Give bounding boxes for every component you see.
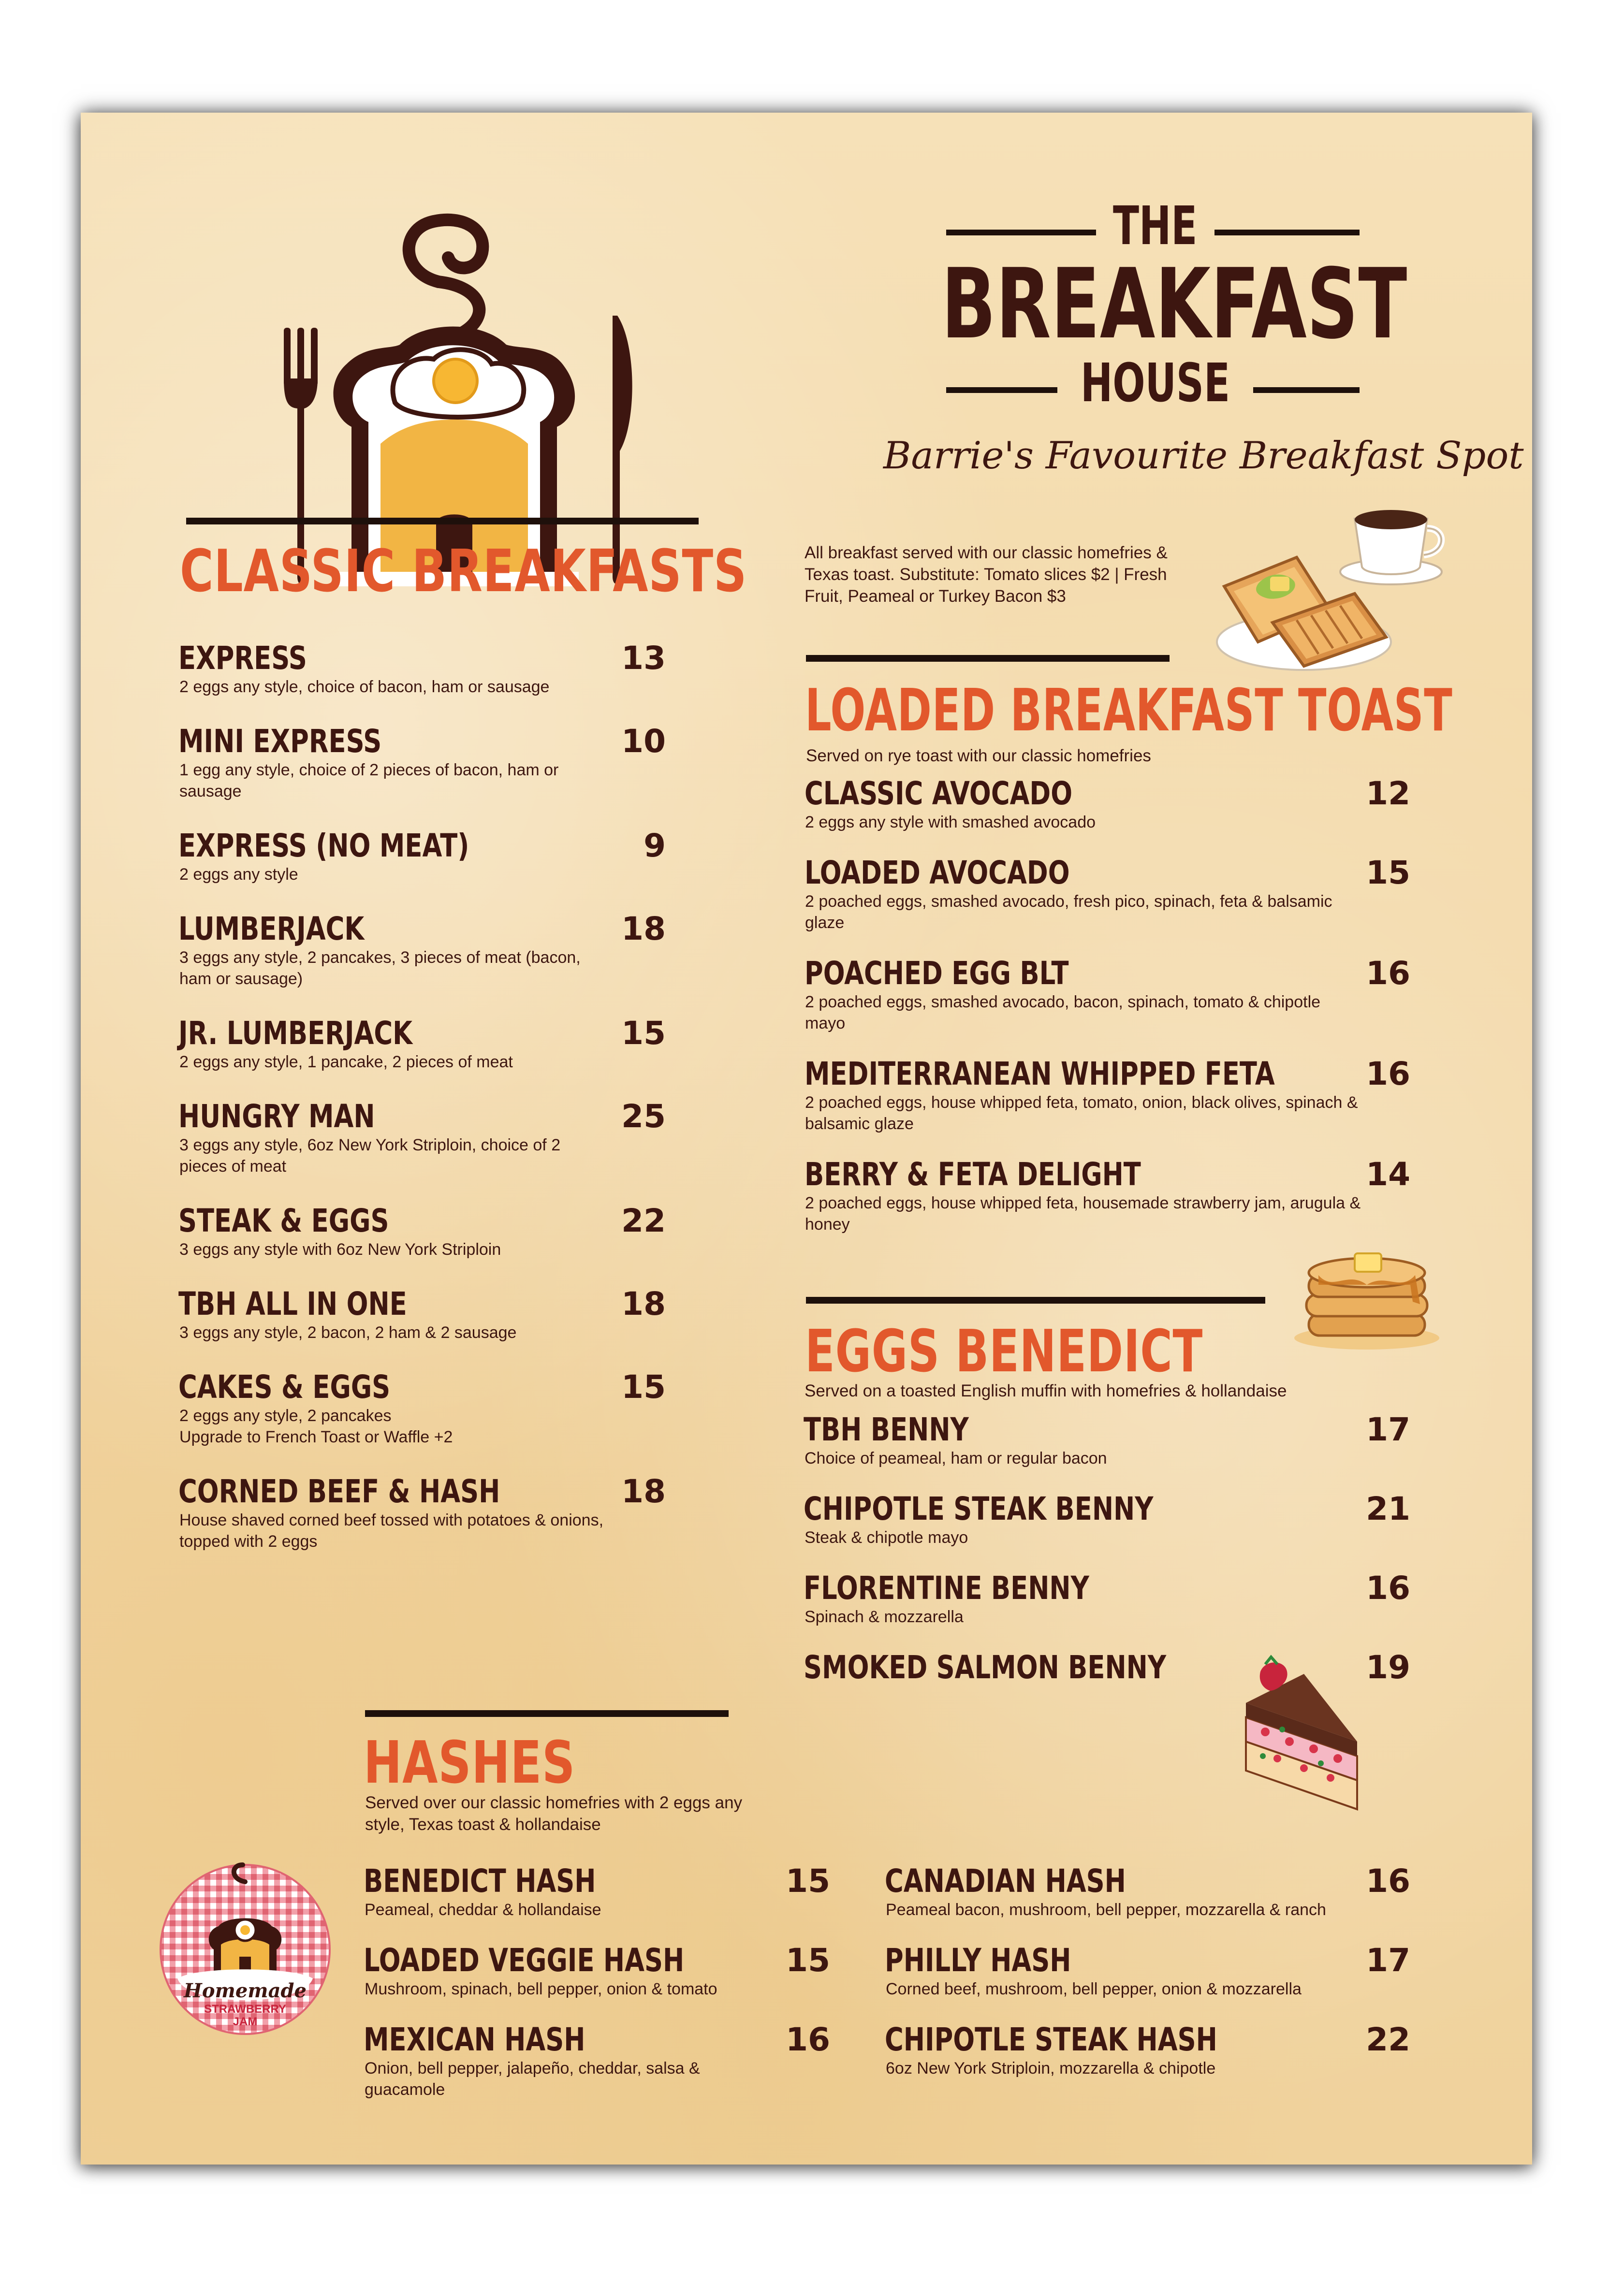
pancake-stack-icon <box>1289 1236 1449 1352</box>
hash-item-desc: 6oz New York Striploin, mozzarella & chipotle <box>886 2059 1216 2078</box>
benedict-item-desc: Spinach & mozzarella <box>805 1608 964 1626</box>
classic-item-price: 25 <box>621 1098 666 1135</box>
hash-item-price: 15 <box>786 1942 830 1979</box>
classic-item-name: MINI EXPRESS <box>178 723 382 760</box>
hash-item-name: CHIPOTLE STEAK HASH <box>885 2021 1217 2058</box>
hashes-rule <box>365 1710 729 1717</box>
toast-item-name: LOADED AVOCADO <box>805 854 1070 891</box>
toast-item-name: CLASSIC AVOCADO <box>805 775 1073 812</box>
title-house: HOUSE <box>1081 352 1230 414</box>
hash-item-desc: Corned beef, mushroom, bell pepper, onion & mozzarella <box>886 1980 1302 1998</box>
hash-item-price: 17 <box>1366 1942 1410 1979</box>
classic-item-name: STEAK & EGGS <box>178 1202 389 1239</box>
menu-sheet <box>81 113 1532 2165</box>
benedict-item-price: 16 <box>1366 1569 1410 1607</box>
classic-item-name: HUNGRY MAN <box>178 1098 375 1135</box>
hash-item-name: MEXICAN HASH <box>364 2021 585 2058</box>
classic-item-price: 9 <box>644 827 666 864</box>
classic-item-name: CAKES & EGGS <box>178 1368 391 1406</box>
toast-item-price: 15 <box>1366 854 1410 891</box>
toast-item-price: 12 <box>1366 775 1410 812</box>
classic-item-name: EXPRESS (NO MEAT) <box>178 827 469 864</box>
house-rule-left <box>946 387 1057 393</box>
benedict-item-price: 19 <box>1366 1649 1410 1686</box>
classic-item-price: 15 <box>621 1368 666 1406</box>
toast-item-desc: 2 poached eggs, house whipped feta, tomato, onion, black olives, spinach & balsamic glaze <box>805 1093 1358 1133</box>
toast-item-desc: 2 poached eggs, house whipped feta, housemade strawberry jam, arugula & honey <box>805 1194 1361 1234</box>
classic-item-desc: 3 eggs any style, 6oz New York Striploin, choice of 2 pieces of meat <box>179 1136 561 1176</box>
classic-item-desc: 3 eggs any style with 6oz New York Striploin <box>179 1240 501 1259</box>
hash-item-price: 16 <box>1366 1862 1410 1900</box>
jam-badge-line2: STRAWBERRY <box>204 2003 286 2016</box>
toast-item-desc: 2 eggs any style with smashed avocado <box>805 813 1096 831</box>
hash-item-name: CANADIAN HASH <box>885 1862 1126 1900</box>
benedict-title: EGGS BENEDICT <box>805 1318 1203 1385</box>
benedict-rule <box>806 1297 1265 1304</box>
benedict-item-desc: Choice of peameal, ham or regular bacon <box>805 1449 1107 1468</box>
classic-item-desc: 2 eggs any style, 1 pancake, 2 pieces of meat <box>179 1053 513 1071</box>
toast-item-desc: 2 poached eggs, smashed avocado, fresh pico, spinach, feta & balsamic glaze <box>805 892 1332 932</box>
toast-item-price: 16 <box>1366 1055 1410 1092</box>
title-breakfast: BREAKFAST <box>941 248 1407 361</box>
benedict-item-name: SMOKED SALMON BENNY <box>804 1649 1167 1686</box>
hash-item-desc: Peameal, cheddar & hollandaise <box>365 1901 601 1919</box>
hash-item-desc: Peameal bacon, mushroom, bell pepper, mozzarella & ranch <box>886 1901 1326 1919</box>
jam-badge-line1: Homemade <box>184 1979 307 2002</box>
classic-item-price: 10 <box>621 723 666 760</box>
toast-item-name: BERRY & FETA DELIGHT <box>805 1156 1141 1193</box>
benedict-item-price: 17 <box>1366 1411 1410 1448</box>
classic-item-name: EXPRESS <box>178 639 307 677</box>
benedict-item-name: CHIPOTLE STEAK BENNY <box>804 1490 1154 1527</box>
benedict-item-price: 21 <box>1366 1490 1410 1527</box>
classic-item-price: 13 <box>621 639 666 677</box>
classic-item-desc: 2 eggs any style, choice of bacon, ham or sausage <box>179 678 550 696</box>
classic-item-price: 18 <box>621 1285 666 1322</box>
benedict-item-name: TBH BENNY <box>804 1411 969 1448</box>
toast-rule <box>806 655 1170 662</box>
jam-badge-line3: JAM <box>233 2015 258 2028</box>
hash-item-price: 16 <box>786 2021 830 2058</box>
classic-item-name: LUMBERJACK <box>178 910 365 947</box>
benedict-item-desc: Steak & chipotle mayo <box>805 1528 968 1547</box>
tagline: Barrie's Favourite Breakfast Spot <box>883 434 1524 478</box>
benedict-item-name: FLORENTINE BENNY <box>804 1569 1089 1607</box>
hash-item-name: PHILLY HASH <box>885 1942 1071 1979</box>
toast-plate-icon <box>1214 538 1398 673</box>
hash-item-price: 15 <box>786 1862 830 1900</box>
hash-item-desc: Mushroom, spinach, bell pepper, onion & tomato <box>365 1980 717 1998</box>
classic-item-price: 18 <box>621 910 666 947</box>
classic-item-name: JR. LUMBERJACK <box>178 1015 413 1052</box>
title-rule-left <box>946 230 1096 235</box>
toast-item-name: POACHED EGG BLT <box>805 955 1069 992</box>
hash-item-name: LOADED VEGGIE HASH <box>364 1942 685 1979</box>
title-rule-right <box>1214 230 1360 235</box>
info-note: All breakfast served with our classic homefries & Texas toast. Substitute: Tomato slices $2 | Fresh Fruit, Peameal or Turkey Bacon $3 <box>805 543 1168 606</box>
classic-item-desc: 1 egg any style, choice of 2 pieces of bacon, ham or sausage <box>179 761 559 800</box>
hash-item-name: BENEDICT HASH <box>364 1862 596 1900</box>
classic-item-price: 22 <box>621 1202 666 1239</box>
toast-title: LOADED BREAKFAST TOAST <box>805 677 1453 744</box>
classic-item-price: 15 <box>621 1015 666 1052</box>
toast-item-desc: 2 poached eggs, smashed avocado, bacon, spinach, tomato & chipotle mayo <box>805 993 1321 1032</box>
hash-item-desc: Onion, bell pepper, jalapeño, cheddar, salsa & guacamole <box>365 2059 700 2099</box>
classic-item-desc: 3 eggs any style, 2 bacon, 2 ham & 2 sausage <box>179 1323 517 1342</box>
classic-title: CLASSIC BREAKFASTS <box>180 538 747 605</box>
house-rule-right <box>1253 387 1360 393</box>
toast-item-price: 16 <box>1366 955 1410 992</box>
classic-item-desc: 3 eggs any style, 2 pancakes, 3 pieces of meat (bacon, ham or sausage) <box>179 948 581 988</box>
hashes-title: HASHES <box>364 1729 576 1797</box>
classic-item-desc: 2 eggs any style, 2 pancakes <box>179 1407 392 1425</box>
hashes-subtitle: Served over our classic homefries with 2 eggs any style, Texas toast & hollandaise <box>365 1793 743 1834</box>
classic-item-desc: House shaved corned beef tossed with potatoes & onions, topped with 2 eggs <box>179 1511 604 1551</box>
classic-item-name: CORNED BEEF & HASH <box>178 1473 500 1510</box>
toast-item-name: MEDITERRANEAN WHIPPED FETA <box>805 1055 1275 1092</box>
hash-item-price: 22 <box>1366 2021 1410 2058</box>
classic-item-price: 18 <box>621 1473 666 1510</box>
cake-slice-icon <box>1236 1659 1367 1819</box>
toast-item-price: 14 <box>1366 1156 1410 1193</box>
classic-item-desc: 2 eggs any style <box>179 865 298 884</box>
benedict-subtitle: Served on a toasted English muffin with homefries & hollandaise <box>805 1381 1287 1400</box>
classic-item-name: TBH ALL IN ONE <box>178 1285 407 1322</box>
classic-item-upgrade: Upgrade to French Toast or Waffle +2 <box>179 1428 453 1446</box>
title-the: THE <box>1113 195 1198 257</box>
toast-subtitle: Served on rye toast with our classic homefries <box>806 746 1151 765</box>
classic-rule <box>186 518 699 524</box>
